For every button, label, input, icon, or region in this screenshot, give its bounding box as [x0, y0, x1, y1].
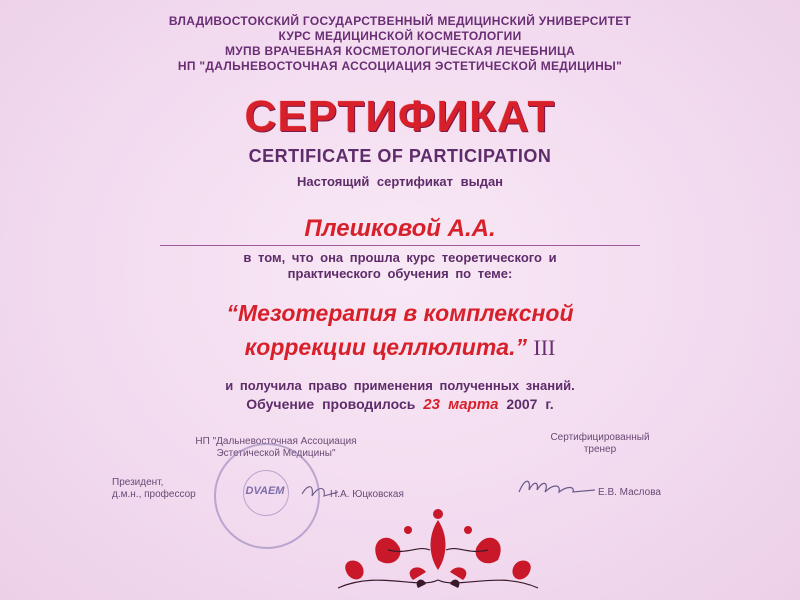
trainer-line-2: тренер — [583, 444, 617, 455]
date-suffix: г. — [545, 396, 554, 412]
body-line-1: в том, что она прошла курс теоретического и — [243, 250, 557, 265]
course-level: III — [533, 335, 556, 360]
floral-ornament — [318, 500, 558, 595]
header-university: ВЛАДИВОСТОКСКИЙ ГОСУДАРСТВЕННЫЙ МЕДИЦИНСКИЙ УНИВЕРСИТЕТ — [168, 14, 632, 28]
date-prefix: Обучение проводилось — [246, 396, 416, 412]
body-line-3: и получила право применения полученных знаний. — [225, 378, 575, 393]
topic-line-2-text: коррекции целлюлита.” — [244, 334, 527, 360]
certificate-subtitle: CERTIFICATE OF PARTICIPATION — [248, 146, 552, 166]
topic-line-2 — [0, 334, 800, 361]
name-underline — [160, 245, 640, 246]
recipient-name: Плешковой А.А. — [304, 215, 496, 242]
president-signature — [300, 478, 340, 502]
topic-line-1: “Мезотерапия в комплексной — [226, 300, 574, 326]
president-line-2: д.м.н., профессор — [112, 489, 196, 500]
header-clinic: МУПВ ВРАЧЕБНАЯ КОСМЕТОЛОГИЧЕСКАЯ ЛЕЧЕБНИЦА — [224, 44, 576, 58]
trainer-title-block — [535, 432, 665, 456]
trainer-line-1: Сертифицированный — [550, 432, 650, 443]
trainer-signature — [515, 474, 600, 498]
org-line-1: НП "Дальневосточная Ассоциация — [195, 436, 357, 447]
issued-to-text: Настоящий сертификат выдан — [296, 174, 504, 189]
training-date-line — [0, 396, 800, 413]
date-year: 2007 — [506, 396, 538, 412]
header-association: НП "ДАЛЬНЕВОСТОЧНАЯ АССОЦИАЦИЯ ЭСТЕТИЧЕСКОЙ МЕДИЦИНЫ" — [177, 59, 623, 73]
president-name: Н.А. Юцковская — [330, 489, 404, 500]
header-course: КУРС МЕДИЦИНСКОЙ КОСМЕТОЛОГИИ — [278, 29, 522, 43]
date-day-month: 23 марта — [423, 396, 499, 413]
seal-logo-text: DVAEM — [245, 485, 285, 497]
body-line-2: практического обучения по теме: — [287, 266, 513, 281]
trainer-name: Е.В. Маслова — [598, 487, 661, 498]
org-line-2: Эстетической Медицины" — [216, 448, 336, 459]
president-line-1: Президент, — [112, 477, 164, 488]
certificate-title: СЕРТИФИКАТ — [244, 92, 556, 141]
president-title-block — [112, 477, 202, 501]
